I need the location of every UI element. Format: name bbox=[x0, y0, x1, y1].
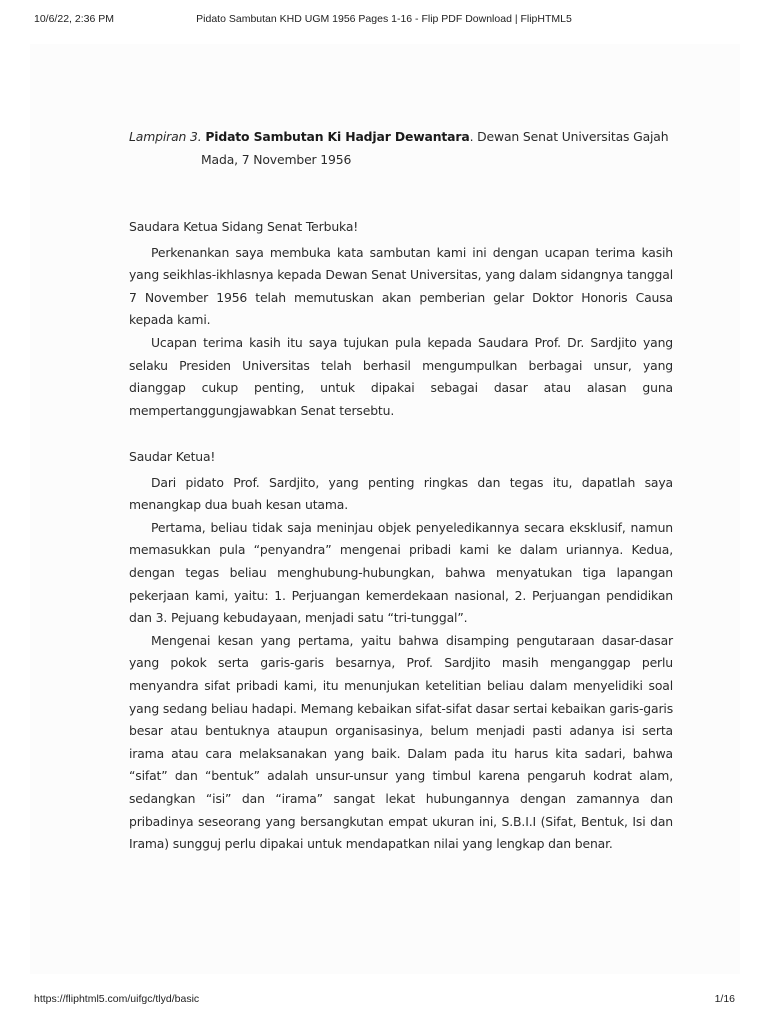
document-caption bbox=[129, 126, 673, 171]
print-header bbox=[0, 13, 768, 27]
caption-rest: . Dewan Senat Universitas Gajah bbox=[469, 129, 669, 144]
paragraph: Dari pidato Prof. Sardjito, yang penting ringkas dan tegas itu, dapatlah saya menangkap dua buah kesan utama. bbox=[129, 474, 673, 513]
document-page bbox=[30, 44, 740, 974]
print-page-title: Pidato Sambutan KHD UGM 1956 Pages 1-16 - Flip PDF Download | FlipHTML5 bbox=[196, 13, 572, 25]
print-date: 10/6/22, 2:36 PM bbox=[34, 13, 114, 25]
paragraph: Pertama, beliau tidak saja meninjau objek penyeledikannya secara eksklusif, namun memasukkan pula “penyandra” mengenai pribadi kami ke dalam uriannya. Kedua, dengan tegas beliau menghubung-hubungkan, bahwa menyatukan tiga lapangan pekerjaan kami, yaitu: 1. Perjuangan kemerdekaan nasional, 2. Perjuangan pendidikan dan 3. Pejuang kebudayaan, menjadi satu “tri-tunggal”. bbox=[129, 519, 673, 626]
greeting-2: Saudar Ketua! bbox=[129, 449, 216, 464]
source-url-link[interactable]: https://fliphtml5.com/uifgc/tlyd/basic bbox=[34, 993, 200, 1005]
paragraph: Ucapan terima kasih itu saya tujukan pula kepada Saudara Prof. Dr. Sardjito yang selaku Presiden Universitas telah berhasil mengumpulkan berbagai unsur, yang dianggap cukup penting, untuk dipakai sebagai dasar atau alasan guna mempertanggungjawabkan Senat tersebtu. bbox=[129, 334, 673, 418]
paragraph: Mengenai kesan yang pertama, yaitu bahwa disamping pengutaraan dasar-dasar yang pokok serta garis-garis besarnya, Prof. Sardjito masih menganggap perlu menyandra sifat pribadi kami, itu menunjukan ketelitian beliau dalam menyelidiki soal yang sedang beliau hadapi. Memang kebaikan sifat-sifat dasar sertai kebaikan garis-garis besar atau bentuknya ataupun organisasinya, belum menjadi pasti adanya isi serta irama atau cara melaksanakan yang baik. Dalam pada itu harus kita sadari, bahwa “sifat” dan “bentuk” adalah unsur-unsur yang timbul karena pengaruh kodrat alam, sedangkan “isi” dan “irama” sangat lekat hubungannya dengan zamannya dan pribadinya seseorang yang bersangkutan empat ukuran ini, S.B.I.I (Sifat, Bentuk, Isi dan Irama) sungguj perlu dipakai untuk mendapatkan nilai yang lengkap dan benar. bbox=[129, 632, 674, 852]
caption-date-line: Mada, 7 November 1956 bbox=[201, 151, 352, 167]
section-2 bbox=[129, 446, 673, 856]
print-footer bbox=[0, 993, 768, 1007]
section-1 bbox=[129, 216, 673, 422]
paragraph: Perkenankan saya membuka kata sambutan kami ini dengan ucapan terima kasih yang seikhlas-ikhlasnya kepada Dewan Senat Universitas, yang dalam sidangnya tanggal 7 November 1956 telah memutuskan akan pemberian gelar Doktor Honoris Causa kepada kami. bbox=[129, 244, 673, 328]
caption-title: Pidato Sambutan Ki Hadjar Dewantara bbox=[205, 129, 470, 144]
caption-label: Lampiran 3. bbox=[129, 129, 202, 144]
greeting-1: Saudara Ketua Sidang Senat Terbuka! bbox=[129, 219, 359, 234]
page-counter: 1/16 bbox=[714, 993, 735, 1005]
